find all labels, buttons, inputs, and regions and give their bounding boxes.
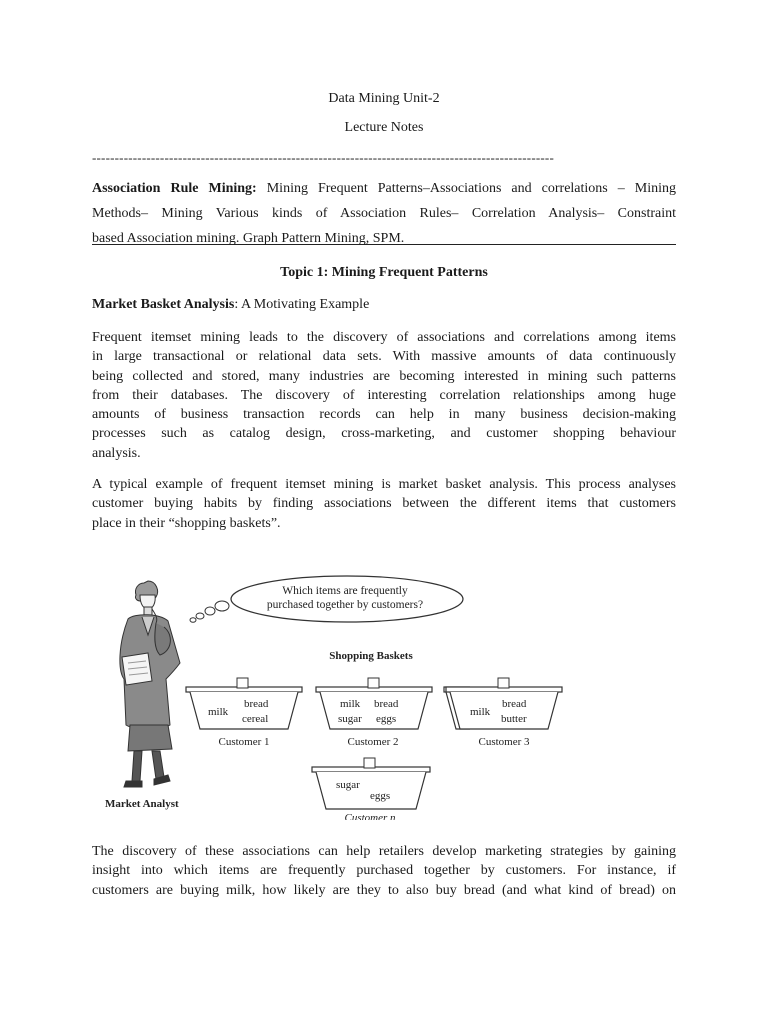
intro-line-1	[92, 176, 676, 201]
p1-line: in large transactional or relational data sets. With massive amounts of data continuously	[92, 349, 676, 365]
topic-subheading	[92, 297, 676, 313]
p2-line: customer buying habits by finding associations between the different items that customers	[92, 496, 676, 512]
basket-item: bread	[244, 698, 269, 710]
paragraph-2	[92, 475, 676, 533]
p1-line: amounts of business transaction records can help in many business decision-making	[92, 407, 676, 423]
basket-item: cereal	[242, 713, 269, 725]
basket-item: sugar	[336, 779, 360, 791]
p2-line: A typical example of frequent itemset mining is market basket analysis. This process analyses	[92, 477, 676, 492]
intro-paragraph	[92, 176, 676, 251]
p3-line: customers are buying milk, how likely are they to also buy bread (and what kind of bread) on	[92, 882, 676, 898]
basket-item: eggs	[370, 790, 391, 802]
basket-item: sugar	[338, 713, 362, 725]
basket-customer-3-body	[446, 678, 562, 748]
thought-text-line-1: Which items are frequently	[282, 585, 408, 597]
customer-label: Customer 1	[218, 736, 270, 748]
basket-item: milk	[470, 706, 491, 718]
shopping-baskets-title: Shopping Baskets	[329, 650, 413, 662]
document-subtitle: Lecture Notes	[344, 120, 424, 135]
market-analyst-label: Market Analyst	[105, 798, 179, 810]
basket-item: bread	[502, 698, 527, 710]
p1-line: processes such as catalog design, cross-marketing, and customer shopping behaviour	[92, 426, 676, 442]
market-analyst-figure	[120, 581, 180, 787]
basket-customer-n	[312, 758, 430, 820]
subheading-rest: : A Motivating Example	[234, 297, 370, 312]
customer-label: Customer n	[344, 812, 396, 820]
basket-customer-2	[316, 678, 432, 748]
basket-item: milk	[340, 698, 361, 710]
basket-3-svg	[444, 575, 568, 820]
illustration-svg	[100, 575, 470, 820]
intro-line-2: Methods– Mining Various kinds of Association Rules– Correlation Analysis– Constraint	[92, 206, 676, 221]
p3-line: insight into which items are frequently purchased together by customers. For instance, if	[92, 863, 676, 879]
customer-label: Customer 3	[478, 736, 530, 748]
intro-line-3: based Association mining. Graph Pattern Mining, SPM.	[92, 231, 405, 246]
p1-line: analysis.	[92, 445, 141, 461]
subheading-bold: Market Basket Analysis	[92, 297, 235, 312]
intro-line-1-text: Mining Frequent Patterns–Associations and correlations – Mining	[266, 181, 676, 196]
basket-item: butter	[501, 713, 527, 725]
p1-line: being collected and stored, many industries are becoming interested in mining such patterns	[92, 368, 676, 384]
p3-line: The discovery of these associations can help retailers develop marketing strategies by gaining	[92, 844, 676, 859]
dashed-separator: ------------------------------------------------------------------------------------------------------	[92, 150, 554, 165]
p1-line: from their databases. The discovery of interesting correlation relationships among huge	[92, 387, 676, 403]
basket-customer-1	[186, 678, 302, 748]
intro-label: Association Rule Mining:	[92, 181, 257, 196]
paragraph-1	[92, 328, 676, 463]
basket-item: milk	[208, 706, 229, 718]
topic-heading: Topic 1: Mining Frequent Patterns	[280, 265, 488, 280]
basket-item: bread	[374, 698, 399, 710]
p1-line: Frequent itemset mining leads to the discovery of associations and correlations among items	[92, 330, 676, 345]
p2-line: place in their “shopping baskets”.	[92, 515, 281, 531]
basket-item: eggs	[376, 713, 397, 725]
paragraph-3	[92, 842, 676, 900]
thought-text-line-2: purchased together by customers?	[266, 599, 424, 611]
customer-label: Customer 2	[347, 736, 399, 748]
market-basket-illustration	[100, 575, 530, 820]
horizontal-rule	[92, 244, 676, 245]
thought-cloud	[190, 576, 463, 622]
document-title: Data Mining Unit-2	[328, 91, 440, 106]
